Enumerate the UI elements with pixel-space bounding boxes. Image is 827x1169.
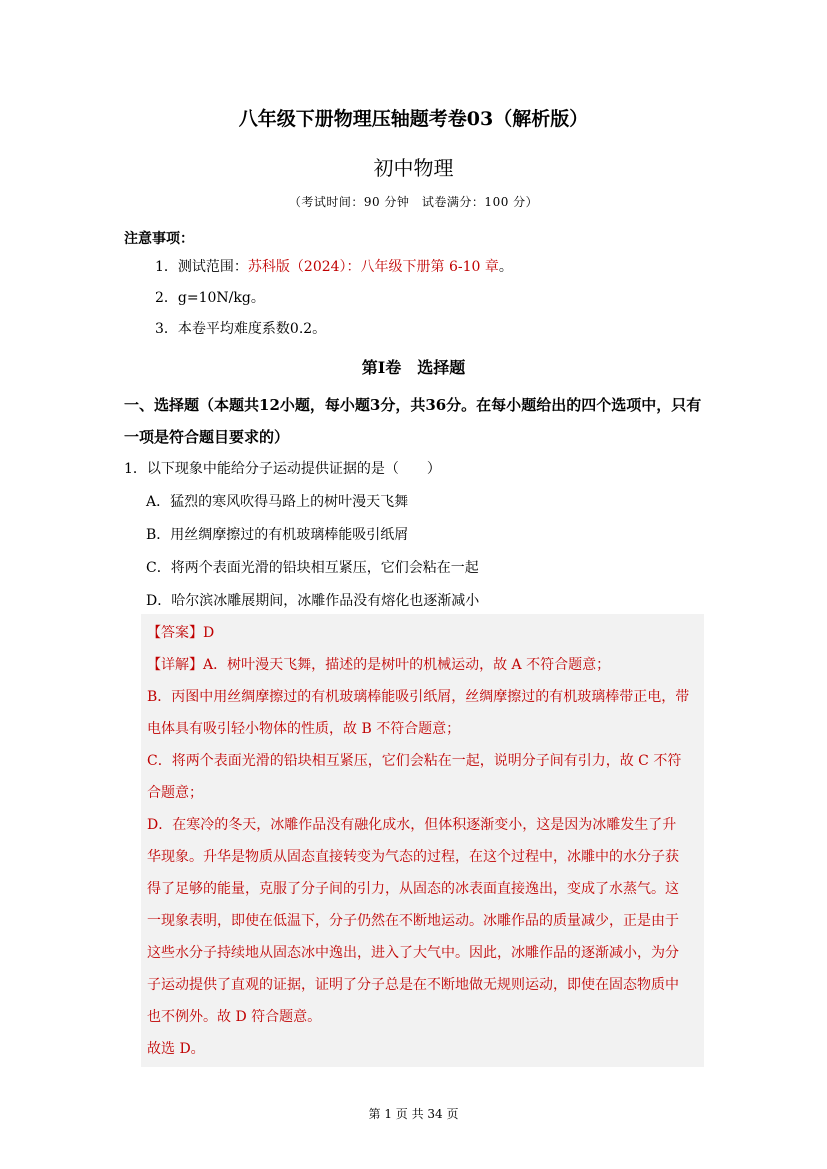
answer-line: 合题意； xyxy=(147,785,203,801)
answer-line: 子运动提供了直观的证据，证明了分子总是在不断地做无规则运动，即使在固态物质中 xyxy=(147,977,679,993)
question-1-stem: 1．以下现象中能给分子运动提供证据的是（ ） xyxy=(124,461,441,477)
answer-line: 一现象表明，即使在低温下，分子仍然在不断地运动。冰雕作品的质量减少，正是由于 xyxy=(147,913,679,929)
question-1-option-a: A．猛烈的寒风吹得马路上的树叶漫天飞舞 xyxy=(146,494,409,510)
answer-line: 这些水分子持续地从固态冰中逸出，进入了大气中。因此，冰雕作品的逐渐减小，为分 xyxy=(147,945,679,961)
exam-info: （考试时间：90 分钟 试卷满分：100 分） xyxy=(288,195,539,209)
note-item-1 xyxy=(155,256,513,276)
answer-panel xyxy=(141,614,704,1067)
note-item-1-prefix: 1．测试范围： xyxy=(155,259,248,275)
answer-line: 得了足够的能量，克服了分子间的引力，从固态的冰表面直接逸出，变成了水蒸气。这 xyxy=(147,881,679,897)
page-footer: 第 1 页 共 34 页 xyxy=(368,1107,459,1121)
part-instruction-line-2: 一项是符合题目要求的） xyxy=(124,428,290,446)
answer-line: 也不例外。故 D 符合题意。 xyxy=(147,1009,322,1025)
question-1-option-b: B．用丝绸摩擦过的有机玻璃棒能吸引纸屑 xyxy=(146,527,409,543)
note-item-3: 3．本卷平均难度系数0.2。 xyxy=(155,321,327,337)
notes-heading: 注意事项： xyxy=(124,231,194,247)
answer-line: 【答案】D xyxy=(147,625,215,641)
answer-line: 故选 D。 xyxy=(147,1041,205,1057)
part-instruction-line-1: 一、选择题（本题共12小题，每小题3分，共36分。在每小题给出的四个选项中，只有 xyxy=(124,396,702,414)
question-1-option-d: D．哈尔滨冰雕展期间，冰雕作品没有熔化也逐渐减小 xyxy=(146,593,480,609)
answer-line: 华现象。升华是物质从固态直接转变为气态的过程，在这个过程中，冰雕中的水分子获 xyxy=(147,849,679,865)
document-subtitle: 初中物理 xyxy=(373,156,454,180)
question-1-option-c: C．将两个表面光滑的铅块相互紧压，它们会粘在一起 xyxy=(146,560,479,576)
note-item-2: 2．g=10N/kg。 xyxy=(155,290,265,306)
section-title: 第Ⅰ卷 选择题 xyxy=(361,358,466,377)
answer-line: C．将两个表面光滑的铅块相互紧压，它们会粘在一起，说明分子间有引力，故 C 不符 xyxy=(147,753,682,769)
answer-line: D．在寒冷的冬天，冰雕作品没有融化成水，但体积逐渐变小，这是因为冰雕发生了升 xyxy=(147,817,677,833)
answer-line: 【详解】A．树叶漫天飞舞，描述的是树叶的机械运动，故 A 不符合题意； xyxy=(147,657,611,673)
answer-line: 电体具有吸引轻小物体的性质，故 B 不符合题意； xyxy=(147,721,461,737)
answer-line: B．丙图中用丝绸摩擦过的有机玻璃棒能吸引纸屑，丝绸摩擦过的有机玻璃棒带正电，带 xyxy=(147,689,690,705)
note-item-1-range: 苏科版（2024）：八年级下册第 6-10 章 xyxy=(247,259,499,275)
note-item-1-suffix: 。 xyxy=(498,259,513,275)
document-title: 八年级下册物理压轴题考卷03（解析版） xyxy=(238,108,589,130)
